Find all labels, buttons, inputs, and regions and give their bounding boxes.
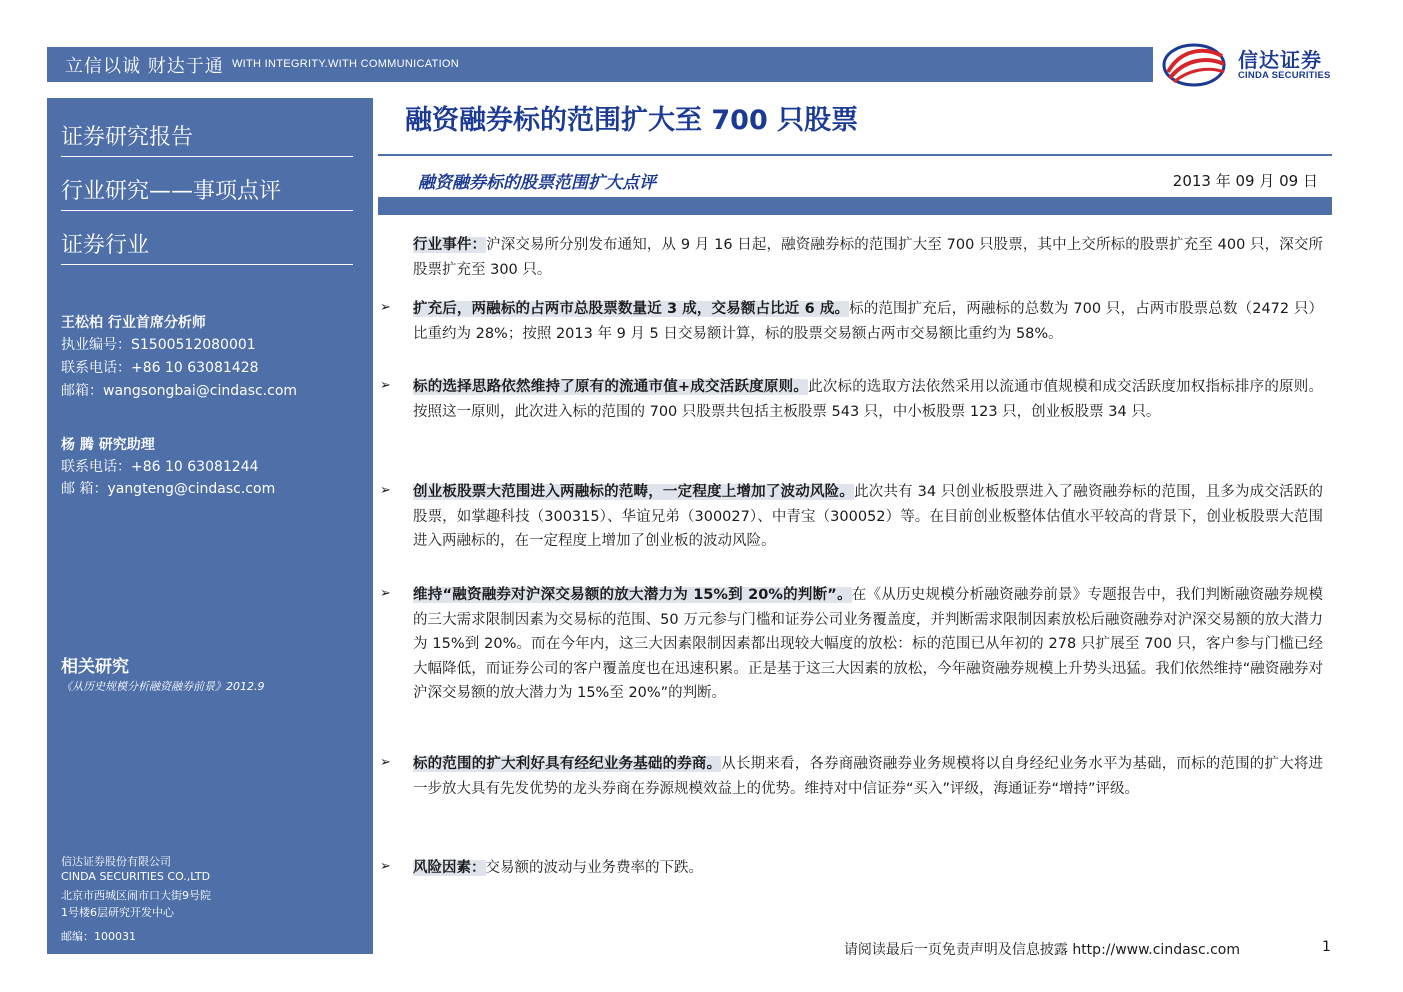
point-heading: 标的范围的扩大利好具有经纪业务基础的券商。 — [413, 756, 722, 772]
bullet-icon: ➢ — [380, 586, 391, 601]
company-postcode: 邮编：100031 — [61, 930, 136, 943]
point-heading: 风险因素： — [413, 860, 486, 876]
analyst1-license: 执业编号：S1500512080001 — [61, 337, 256, 353]
related-research-item[interactable]: 《从历史规模分析融资融券前景》2012.9 — [61, 680, 265, 693]
analyst2-name: 杨 腾 研究助理 — [61, 437, 155, 453]
disclaimer-note[interactable]: 请阅读最后一页免责声明及信息披露 http://www.cindasc.com — [843, 942, 1240, 958]
analyst1-phone: 联系电话：+86 10 63081428 — [61, 360, 259, 376]
point-paragraph — [413, 752, 1323, 801]
point-text: 从长期来看，各券商融资融券业务规模将以自身经纪业务水平为基础，而标的范围的扩大将进一步放大具有先发优势的龙头券商在券源规模效益上的优势。维持对中信证券“买入”评级，海通证券“增持”评级。 — [413, 756, 1324, 797]
analyst1-name: 王松柏 行业首席分析师 — [61, 315, 206, 331]
bullet-icon: ➢ — [380, 755, 391, 770]
point-text: 在《从历史规模分析融资融券前景》专题报告中，我们判断融资融券规模的三大需求限制因素为交易标的范围、50 万元参与门槛和证券公司业务覆盖度，并判断需求限制因素放松后融资融券对沪深交易额的放大潜力为 15%到 20%。而在今年内，这三大因素限制因素都出现较大幅度的放松：标的范围已从年初的 278 只扩展至 700 只，客户参与门槛已经大幅降低，而证券公司的客户覆盖度也在迅速积累。正是基于这三大因素的放松，今年融资融券规模上升势头迅猛。我们依然维持“融资融券对沪深交易额的放大潜力为 15%至 20%”的判断。 — [413, 587, 1323, 701]
report-title: 融资融券标的范围扩大至 700 只股票 — [405, 105, 859, 136]
company-address: 北京市西城区闹市口大街9号院 — [61, 889, 211, 902]
sidebar-divider — [61, 156, 353, 157]
analyst1-email[interactable]: 邮箱：wangsongbai@cindasc.com — [61, 383, 298, 399]
sidebar-divider — [61, 264, 353, 265]
point-paragraph — [413, 856, 1323, 881]
point-text: 此次标的选取方法依然采用以流通市值规模和成交活跃度加权指标排序的原则。按照这一原则，此次进入标的范围的 700 只股票共包括主板股票 543 只，中小板股票 123 只，创业板股票 34 只。 — [413, 379, 1323, 420]
subtitle-bar — [378, 197, 1332, 215]
point-text: 交易额的波动与业务费率的下跌。 — [485, 860, 703, 876]
company-name-english: CINDA SECURITIES CO.,LTD — [61, 870, 211, 883]
report-subtitle: 融资融券标的股票范围扩大点评 — [418, 173, 656, 193]
bullet-icon: ➢ — [380, 483, 391, 498]
report-date: 2013 年 09 月 09 日 — [1172, 172, 1318, 190]
related-research-heading: 相关研究 — [61, 657, 129, 677]
logo-name-english: CINDA SECURITIES — [1238, 70, 1331, 81]
point-heading: 标的选择思路依然维持了原有的流通市值+成交活跃度原则。 — [413, 379, 809, 395]
sidebar-divider — [61, 210, 353, 211]
sidebar — [47, 98, 373, 954]
analyst2-phone: 联系电话：+86 10 63081244 — [61, 459, 259, 475]
analyst2-email[interactable]: 邮 箱：yangteng@cindasc.com — [61, 481, 276, 497]
point-text: 此次共有 34 只创业板股票进入了融资融券标的范围，且多为成交活跃的股票，如掌趣科技（300315）、华谊兄弟（300027）、中青宝（300052）等。在目前创业板整体估值水平较高的背景下，创业板股票大范围进入两融标的，在一定程度上增加了创业板的波动风险。 — [413, 484, 1323, 549]
slogan: 立信以诚 财达于通 — [65, 56, 224, 77]
event-paragraph — [413, 233, 1323, 282]
point-paragraph — [413, 480, 1323, 554]
report-type: 证券研究报告 — [61, 125, 194, 150]
event-text: 沪深交易所分别发布通知，从 9 月 16 日起，融资融券标的范围扩大至 700 只股票，其中上交所标的股票扩充至 400 只，深交所股票扩充至 300 只。 — [413, 237, 1324, 278]
report-industry: 证券行业 — [61, 233, 150, 258]
point-heading: 扩充后，两融标的占两市总股票数量近 3 成，交易额占比近 6 成。 — [413, 301, 850, 317]
point-paragraph — [413, 583, 1323, 706]
title-divider — [378, 154, 1332, 156]
page-number: 1 — [1322, 939, 1331, 955]
bullet-icon: ➢ — [380, 859, 391, 874]
slogan-english: WITH INTEGRITY.WITH COMMUNICATION — [232, 58, 460, 70]
point-paragraph — [413, 297, 1323, 346]
point-heading: 创业板股票大范围进入两融标的范畴，一定程度上增加了波动风险。 — [413, 484, 855, 500]
event-label: 行业事件： — [413, 237, 487, 253]
company-address-2: 1号楼6层研究开发中心 — [61, 906, 174, 919]
cinda-logo-icon — [1160, 42, 1232, 88]
point-heading: 维持“融资融券对沪深交易额的放大潜力为 15%到 20%的判断”。 — [413, 587, 852, 603]
top-banner — [47, 47, 1153, 82]
point-text: 标的范围扩充后，两融标的总数为 700 只，占两市股票总数（2472 只）比重约为 28%；按照 2013 年 9 月 5 日交易额计算，标的股票交易额占两市交易额比重约为 58%。 — [413, 301, 1323, 342]
bullet-icon: ➢ — [380, 378, 391, 393]
bullet-icon: ➢ — [380, 300, 391, 315]
cinda-logo — [1160, 42, 1350, 88]
point-paragraph — [413, 375, 1323, 424]
company-name: 信达证券股份有限公司 — [61, 855, 171, 868]
logo-name: 信达证券 — [1238, 48, 1322, 72]
report-category: 行业研究——事项点评 — [61, 179, 282, 204]
